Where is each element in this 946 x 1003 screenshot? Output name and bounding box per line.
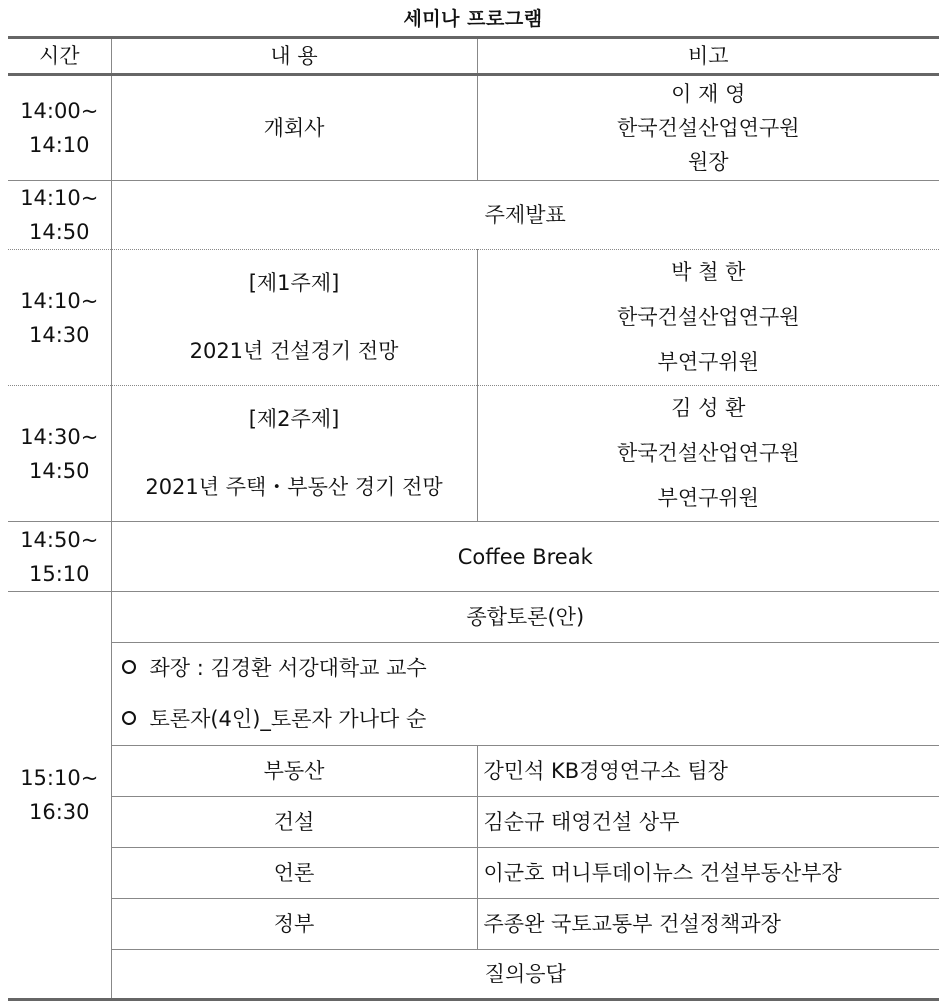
- table-row: [8, 899, 939, 950]
- panelist-field: 언론: [111, 848, 477, 899]
- header-content: 내 용: [111, 38, 477, 75]
- time-cell: 14:30~ 14:50: [8, 386, 111, 522]
- discussion-bullets: [111, 643, 939, 746]
- circle-bullet-icon: [122, 660, 136, 674]
- content-cell: 주제발표: [111, 181, 939, 250]
- table-row: [8, 75, 939, 181]
- qa-cell: 질의응답: [111, 950, 939, 1000]
- panelist-field: 건설: [111, 797, 477, 848]
- table-row: [8, 797, 939, 848]
- panelist-field: 정부: [111, 899, 477, 950]
- seminar-program-table: [8, 36, 939, 1001]
- note-cell: 박 철 한 한국건설산업연구원 부연구위원: [477, 250, 939, 386]
- note-cell: 이 재 영 한국건설산업연구원 원장: [477, 75, 939, 181]
- panelist-name: 주종완 국토교통부 건설정책과장: [477, 899, 939, 950]
- table-row: [8, 950, 939, 1000]
- panelist-name: 이군호 머니투데이뉴스 건설부동산부장: [477, 848, 939, 899]
- time-cell: 14:10~ 14:30: [8, 250, 111, 386]
- page-title: 세미나 프로그램: [403, 8, 543, 30]
- time-cell: 14:00~ 14:10: [8, 75, 111, 181]
- panelist-field: 부동산: [111, 746, 477, 797]
- panelist-name: 김순규 태영건설 상무: [477, 797, 939, 848]
- time-cell: 14:10~ 14:50: [8, 181, 111, 250]
- note-cell: 김 성 환 한국건설산업연구원 부연구위원: [477, 386, 939, 522]
- content-cell: 개회사: [111, 75, 477, 181]
- table-row: [8, 746, 939, 797]
- table-row: [8, 848, 939, 899]
- list-item: 좌장 : 김경환 서강대학교 교수: [122, 643, 940, 694]
- time-cell: 14:50~ 15:10: [8, 522, 111, 592]
- header-note: 비고: [477, 38, 939, 75]
- table-header-row: [8, 38, 939, 75]
- content-cell: [제2주제] 2021년 주택・부동산 경기 전망: [111, 386, 477, 522]
- circle-bullet-icon: [122, 711, 136, 725]
- content-cell: Coffee Break: [111, 522, 939, 592]
- time-cell: 15:10~ 16:30: [8, 592, 111, 1000]
- table-row: [8, 250, 939, 386]
- content-cell: [제1주제] 2021년 건설경기 전망: [111, 250, 477, 386]
- discussion-heading: 종합토론(안): [111, 592, 939, 643]
- table-row: [8, 181, 939, 250]
- table-row: [8, 592, 939, 643]
- table-row: [8, 643, 939, 746]
- table-row: [8, 386, 939, 522]
- panelist-name: 강민석 KB경영연구소 팀장: [477, 746, 939, 797]
- header-time: 시간: [8, 38, 111, 75]
- list-item: 토론자(4인)_토론자 가나다 순: [122, 694, 940, 745]
- table-row: [8, 522, 939, 592]
